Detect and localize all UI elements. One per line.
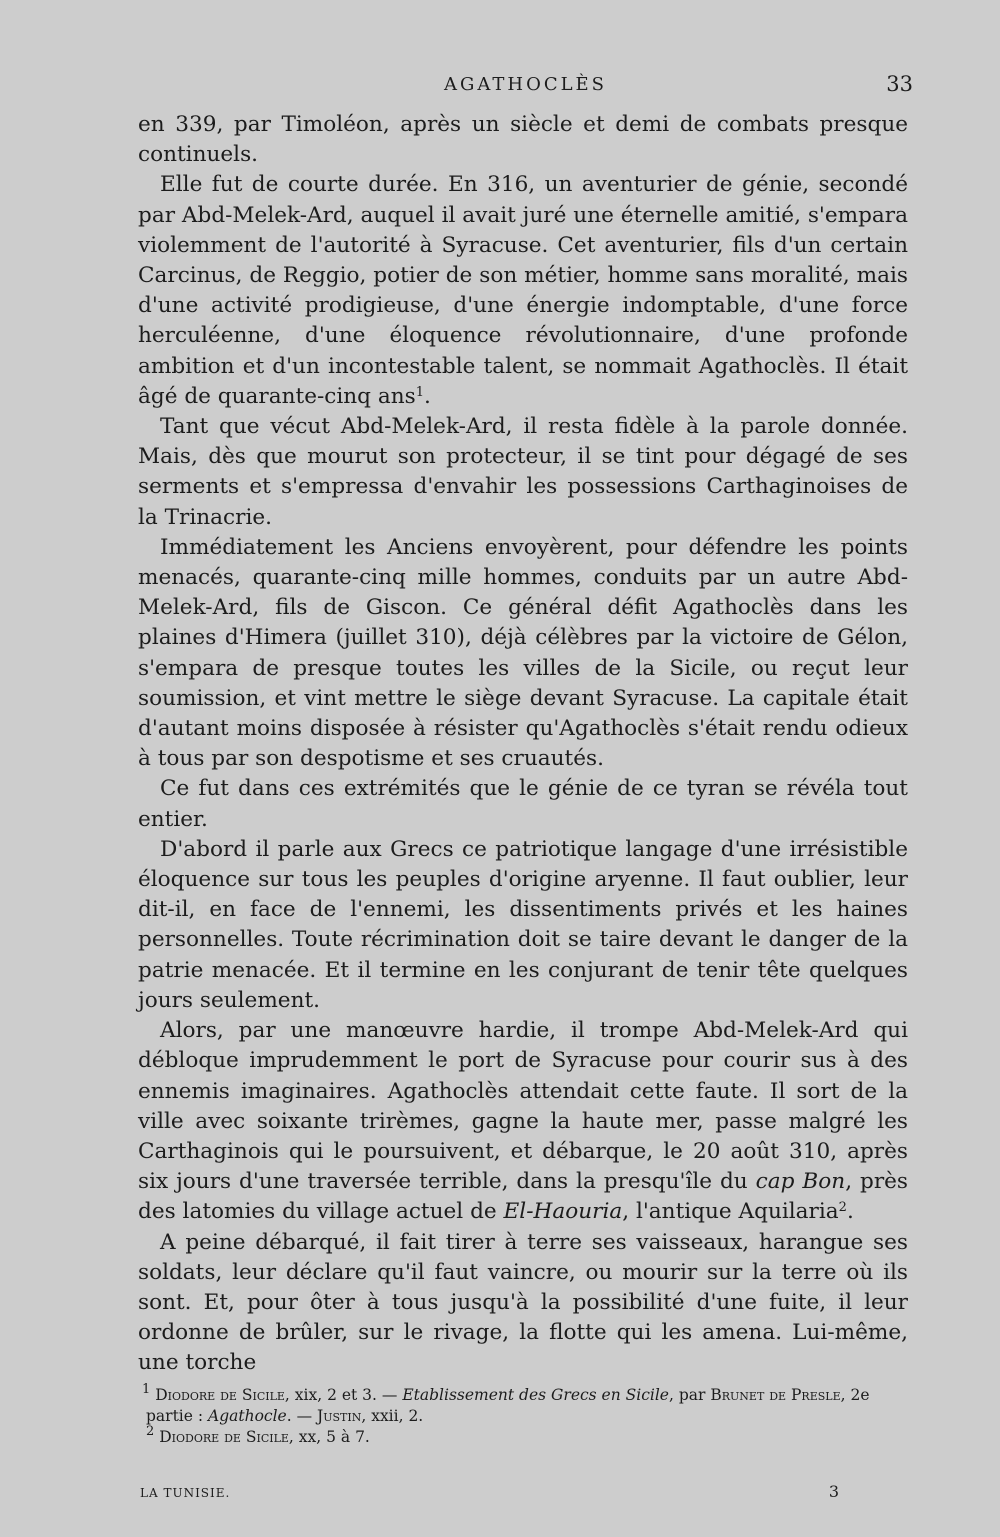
paragraph-8 [138, 1228, 908, 1379]
footnote-author: Diodore de Sicile [155, 1386, 285, 1404]
running-title: AGATHOCLÈS [443, 74, 608, 95]
paragraph-text: en 339, par Timoléon, après un siècle et demi de combats presque continuels. [138, 112, 908, 168]
paragraph-text: Ce fut dans ces extrémités que le génie de ce tyran se révéla tout entier. [138, 776, 908, 832]
paragraph-2 [138, 170, 908, 412]
paragraph-text: Immédiatement les Anciens envoyèrent, pour défendre les points menacés, quarante-cinq mille hommes, conduits par un autre Abd-Melek-Ard, fils de Giscon. Ce général défit Agathoclès dans les plaines d'Himera (juillet 310), déjà célèbres par la victoire de Gélon, s'empara de presque toutes les villes de la Sicile, ou reçut leur soumission, et vint mettre le siège devant Syracuse. La capitale était d'autant moins disposée à résister qu'Agathoclès s'était rendu odieux à tous par son despotisme et ses cruautés. [138, 534, 908, 772]
footnote-author: Brunet de Presle [710, 1386, 841, 1404]
paragraph-punct: . [846, 1199, 854, 1225]
paragraph-4 [138, 533, 908, 775]
footnote-ref: , xix, 2 et 3. — [284, 1386, 403, 1404]
body-text [138, 110, 908, 1379]
footnote-ref-1: 1 [415, 384, 425, 400]
footnote-ref-2: 2 [838, 1200, 847, 1216]
footnote-author: Diodore de Sicile [159, 1428, 289, 1446]
printer-signature [140, 1482, 840, 1504]
footnote-title: Etablissement des Grecs en Sicile [402, 1386, 669, 1404]
paragraph-3 [138, 412, 908, 533]
signature-number: 3 [828, 1482, 840, 1501]
page-header [138, 70, 913, 100]
footnote-mark: 2 [146, 1424, 155, 1439]
paragraph-5 [138, 774, 908, 834]
paragraph-6 [138, 835, 908, 1016]
footnote-ref: , xx, 5 à 7. [288, 1428, 370, 1446]
footnote-mark: 1 [142, 1382, 151, 1397]
footnote-text: . — [286, 1407, 318, 1425]
footnote-ref: , xxii, 2. [361, 1407, 424, 1425]
paragraph-text: Alors, par une manœuvre hardie, il trompe Abd-Melek-Ard qui débloque imprudemment le port de Syracuse pour courir sus à des ennemis imaginaires. Agathoclès attendait cette faute. Il sort de la ville avec soixante trirèmes, gagne la haute mer, passe malgré les Carthaginois qui le poursuivent, et débarque, le 20 août 310, après six jours d'une traversée terrible, dans la presqu'île du [138, 1018, 908, 1195]
page-number: 33 [886, 72, 913, 96]
footnote-2 [128, 1424, 908, 1448]
footnotes [128, 1382, 908, 1448]
paragraph-7 [138, 1016, 908, 1227]
place-name-cap-bon: cap Bon [755, 1169, 846, 1195]
paragraph-text: Tant que vécut Abd-Melek-Ard, il resta fidèle à la parole donnée. Mais, dès que mourut son protecteur, il se tint pour dégagé de ses serments et s'empressa d'envahir les possessions Carthaginoises de la Trinacrie. [138, 414, 908, 530]
paragraph-text: , près des latomies du village actuel de [138, 1169, 908, 1225]
paragraph-text: D'abord il parle aux Grecs ce patriotique langage d'une irrésistible éloquence sur tous les peuples d'origine aryenne. Il faut oublier, leur dit-il, en face de l'ennemi, les dissentiments privés et les haines personnelles. Toute récrimination doit se taire devant le danger de la patrie menacée. Et il termine en les conjurant de tenir tête quelques jours seulement. [138, 836, 908, 1013]
paragraph-text: A peine débarqué, il fait tirer à terre ses vaisseaux, harangue ses soldats, leur déclare qu'il faut vaincre, ou mourir sur la terre où ils sont. Et, pour ôter à tous jusqu'à la possibilité d'une fuite, il leur ordonne de brûler, sur le rivage, la flotte qui les amena. Lui-même, une torche [138, 1229, 908, 1376]
footnote-text: , 2e partie : [146, 1386, 870, 1425]
footnote-1 [128, 1382, 908, 1427]
paragraph-text: Elle fut de courte durée. En 316, un aventurier de génie, secondé par Abd-Melek-Ard, auquel il avait juré une éternelle amitié, s'empara violemment de l'autorité à Syracuse. Cet aventurier, fils d'un certain Carcinus, de Reggio, potier de son métier, homme sans moralité, mais d'une activité prodigieuse, d'une énergie indomptable, d'une force herculéenne, d'une éloquence révolutionnaire, d'une profonde ambition et d'un incontestable talent, se nommait Agathoclès. Il était âgé de quarante-cinq ans [138, 172, 908, 409]
paragraph-1 [138, 110, 908, 170]
footnote-text: , par [669, 1386, 711, 1404]
footnote-title: Agathocle [208, 1407, 287, 1425]
paragraph-punct: . [424, 383, 431, 409]
paragraph-text: , l'antique Aquilaria [622, 1199, 839, 1225]
signature-label: LA TUNISIE. [140, 1486, 231, 1500]
footnote-author: Justin [317, 1407, 362, 1425]
place-name-el-haouria: El-Haouria [503, 1199, 623, 1225]
